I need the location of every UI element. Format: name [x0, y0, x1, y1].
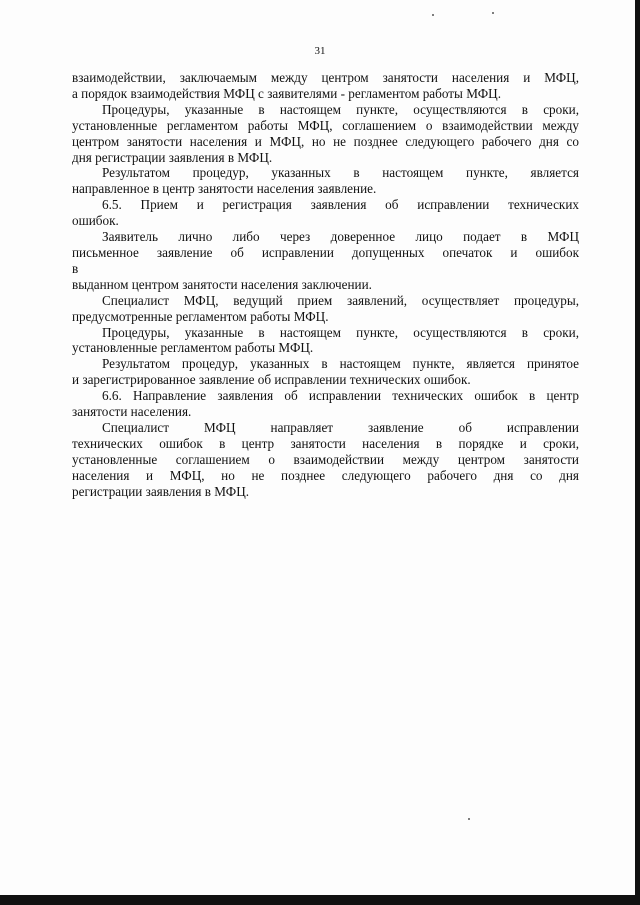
text-line: регистрации заявления в МФЦ. [72, 483, 250, 499]
scan-speck [432, 14, 434, 16]
scan-edge-right [635, 0, 640, 905]
text-line: 6.5. Прием и регистрация заявления об исправлении технических [102, 197, 579, 213]
text-line: занятости населения. [72, 404, 192, 420]
text-line: письменное заявление об исправлении допущенных опечаток и ошибок [72, 244, 579, 260]
paragraph-procedures-deadlines [72, 102, 579, 166]
paragraph-result [72, 165, 579, 197]
text-line: населения и МФЦ, но не позднее следующего рабочего дня со дня [72, 467, 579, 483]
section-6-6-heading [72, 388, 579, 420]
section-6-5-heading [72, 197, 579, 229]
paragraph-specialist-sends [72, 420, 579, 500]
text-line: выданном центром занятости населения заключении. [72, 276, 372, 292]
text-line: в [72, 260, 79, 276]
text-line: центром занятости населения и МФЦ, но не позднее следующего рабочего дня со [72, 133, 579, 149]
text-line: предусмотренные регламентом работы МФЦ. [72, 308, 329, 324]
scan-speck [468, 818, 470, 820]
text-line: установленные регламентом работы МФЦ. [72, 340, 314, 356]
text-line: Процедуры, указанные в настоящем пункте, осуществляются в сроки, [102, 324, 579, 340]
text-line: Результатом процедур, указанных в настоящем пункте, является [102, 165, 579, 181]
text-line: взаимодействии, заключаемым между центром занятости населения и МФЦ, [72, 70, 579, 85]
text-line: дня регистрации заявления в МФЦ. [72, 149, 273, 165]
page-number: 31 [314, 45, 326, 57]
text-line: 6.6. Направление заявления об исправлении технических ошибок в центр [102, 388, 579, 404]
text-line: и зарегистрированное заявление об исправлении технических ошибок. [72, 372, 471, 388]
text-line: Специалист МФЦ направляет заявление об исправлении [102, 419, 579, 435]
scan-edge-bottom [0, 895, 640, 905]
text-line: Процедуры, указанные в настоящем пункте, осуществляются в сроки, [102, 101, 579, 117]
text-line: Специалист МФЦ, ведущий прием заявлений, осуществляет процедуры, [102, 292, 579, 308]
paragraph-applicant [72, 229, 579, 293]
document-body [72, 70, 579, 499]
text-line: установленные соглашением о взаимодействии между центром занятости [72, 451, 579, 467]
paragraph-procedures-deadlines-2 [72, 325, 579, 357]
text-line: Заявитель лично либо через доверенное лицо подает в МФЦ [102, 229, 579, 245]
text-line: установленные регламентом работы МФЦ, соглашением о взаимодействии между [72, 117, 579, 133]
paragraph-intro [72, 70, 579, 102]
text-line: а порядок взаимодействия МФЦ с заявителями - регламентом работы МФЦ. [72, 85, 501, 101]
text-line: Результатом процедур, указанных в настоящем пункте, является принятое [102, 356, 579, 372]
text-line: ошибок. [72, 213, 119, 229]
text-line: направленное в центр занятости населения заявление. [72, 181, 377, 197]
paragraph-result-2 [72, 356, 579, 388]
text-line: технических ошибок в центр занятости населения в порядке и сроки, [72, 435, 579, 451]
paragraph-specialist [72, 293, 579, 325]
scan-speck [492, 12, 494, 14]
